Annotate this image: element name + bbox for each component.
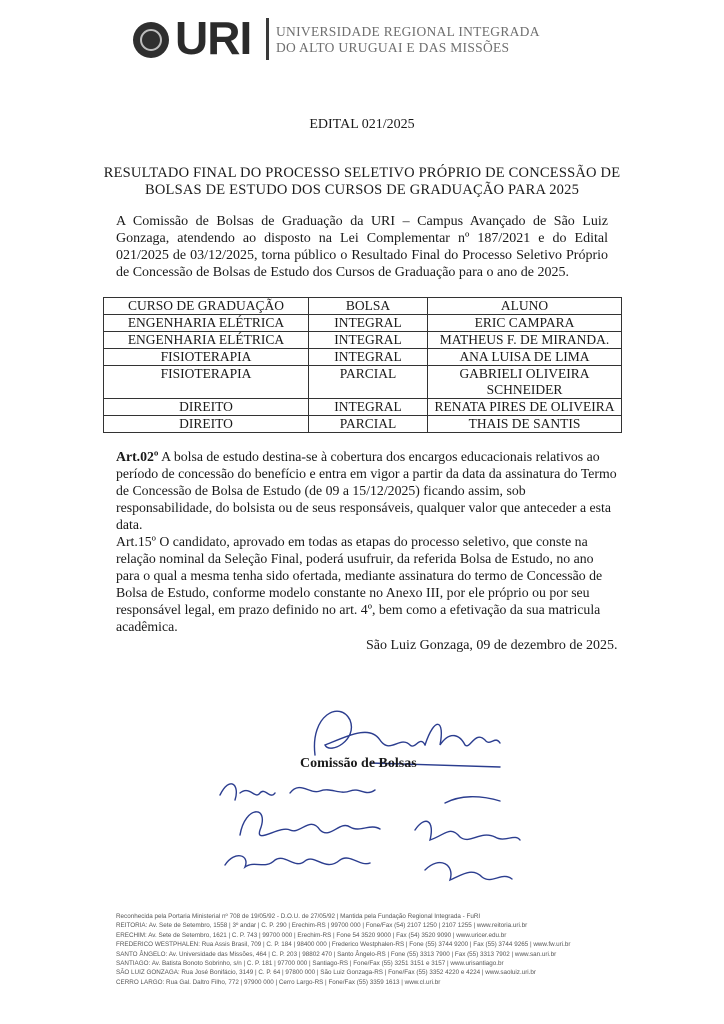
cell-course: ENGENHARIA ELÉTRICA [104, 315, 309, 332]
document-title-line2: BOLSAS DE ESTUDO DOS CURSOS DE GRADUAÇÃO PARA 2025 [144, 182, 580, 198]
handwritten-signatures [200, 695, 530, 905]
footer-line: SÃO LUIZ GONZAGA: Rua José Bonifácio, 3149 | C. P. 64 | 97800 000 | São Luiz Gonzaga-RS | Fone/Fax (55) 3352 4220 e 4224 | www.saoluiz.uri.br [116, 969, 537, 977]
header-scholarship: BOLSA [309, 298, 428, 315]
logo-wordmark: URI [175, 12, 252, 64]
table-row [104, 399, 622, 416]
scholarship-results-table [103, 297, 622, 433]
footer-line: REITORIA: Av. Sete de Setembro, 1558 | 3º andar | C. P. 290 | Erechim-RS | 99700 000 | Fone/Fax (54) 2107 1250 | 2107 1255 | www.reitoria.uri.br [116, 922, 528, 930]
place-and-date: São Luiz Gonzaga, 09 de dezembro de 2025. [366, 638, 618, 653]
table-row [104, 349, 622, 366]
article-02-text: A bolsa de estudo destina-se à cobertura dos encargos educacionais relativos ao período de concessão do benefício e entra em vigor a partir da data da assinatura do Termo de Concessão de Bolsa de Estudo (de 09 a 15/12/2025) ficando assim, sob responsabilidade, do bolsista ou de seus responsáveis, qualquer valor que anteceder a esta data. [116, 449, 617, 532]
cell-student: RENATA PIRES DE OLIVEIRA [428, 399, 622, 416]
cell-scholarship: INTEGRAL [309, 349, 428, 366]
cell-scholarship: INTEGRAL [309, 399, 428, 416]
cell-course: DIREITO [104, 399, 309, 416]
cell-student: THAIS DE SANTIS [428, 416, 622, 433]
cell-course: DIREITO [104, 416, 309, 433]
institution-name-line2: DO ALTO URUGUAI E DAS MISSÕES [276, 40, 510, 55]
cell-scholarship: PARCIAL [309, 416, 428, 433]
cell-student: ERIC CAMPARA [428, 315, 622, 332]
cell-scholarship: INTEGRAL [309, 332, 428, 349]
intro-paragraph: A Comissão de Bolsas de Graduação da URI – Campus Avançado de São Luiz Gonzaga, atendendo ao disposto na Lei Complementar nº 187/2021 e do Edital 021/2025 de 03/12/2025, torna público o Resultado Final do Processo Seletivo Próprio de Concessão de Bolsas de Estudo dos Cursos de Graduação para o ano de 2025. [116, 214, 608, 280]
table-row [104, 416, 622, 433]
footer-line: CERRO LARGO: Rua Gal. Daltro Filho, 772 | 97900 000 | Cerro Largo-RS | Fone/Fax (55) 3359 1613 | www.cl.uri.br [116, 978, 441, 986]
footer-line: Reconhecida pela Portaria Ministerial nº 708 de 19/05/92 - D.O.U. de 27/05/92 | Mantida pela Fundação Regional Integrada - FuRI [116, 913, 481, 920]
cell-student: GABRIELI OLIVEIRA SCHNEIDER [428, 366, 622, 399]
article-02-paragraph [116, 448, 620, 533]
footer-line: SANTIAGO: Av. Batista Bonoto Sobrinho, s/n | C. P. 181 | 97700 000 | Santiago-RS | Fone/Fax (55) 3251 3151 e 3157 | www.urisantiago.br [116, 960, 504, 968]
table-row [104, 366, 622, 399]
cell-scholarship: PARCIAL [309, 366, 428, 399]
committee-signature-label: Comissão de Bolsas [300, 756, 417, 771]
university-seal-logo [133, 22, 169, 58]
footer-line: FREDERICO WESTPHALEN: Rua Assis Brasil, 709 | C. P. 184 | 98400 000 | Frederico Westphalen-RS | Fone (55) 3744 9200 | Fax (55) 3744 9265 | www.fw.uri.br [116, 941, 571, 949]
cell-course: ENGENHARIA ELÉTRICA [104, 332, 309, 349]
cell-course: FISIOTERAPIA [104, 349, 309, 366]
table-row [104, 315, 622, 332]
footer-line: SANTO ÂNGELO: Av. Universidade das Missões, 464 | C. P. 203 | 98802 470 | Santo Ângelo-RS | Fone (55) 3313 7900 | Fax (55) 3313 7902 | www.san.uri.br [116, 950, 557, 958]
footer-addresses [116, 912, 616, 987]
institution-name-line1: UNIVERSIDADE REGIONAL INTEGRADA [276, 24, 540, 39]
table-row [104, 332, 622, 349]
cell-student: ANA LUISA DE LIMA [428, 349, 622, 366]
edital-number: EDITAL 021/2025 [309, 117, 415, 132]
header-course: CURSO DE GRADUAÇÃO [104, 298, 309, 315]
logo-divider [266, 18, 269, 60]
cell-student: MATHEUS F. DE MIRANDA. [428, 332, 622, 349]
footer-line: ERECHIM: Av. Sete de Setembro, 1621 | C. P. 743 | 99700 000 | Erechim-RS | Fone 54 3520 9000 | Fax (54) 3520 9090 | www.uricer.edu.br [116, 931, 507, 939]
article-02-label: Art.02º [116, 449, 159, 464]
header-student: ALUNO [428, 298, 622, 315]
table-header-row [104, 298, 622, 315]
article-15-paragraph: Art.15º O candidato, aprovado em todas as etapas do processo seletivo, que conste na relação nominal da Seleção Final, poderá usufruir, da referida Bolsa de Estudo, no ano para o qual a mesma tenha sido ofertada, mediante assinatura do termo de Concessão de Bolsa de Estudo, conforme modelo constante no Anexo III, por ele próprio ou por seu responsável legal, em prazo definido no art. 4º, bem como a efetivação da sua matricula acadêmica. [116, 534, 603, 634]
cell-course: FISIOTERAPIA [104, 366, 309, 399]
document-title-line1: RESULTADO FINAL DO PROCESSO SELETIVO PRÓPRIO DE CONCESSÃO DE [103, 165, 621, 181]
cell-scholarship: INTEGRAL [309, 315, 428, 332]
